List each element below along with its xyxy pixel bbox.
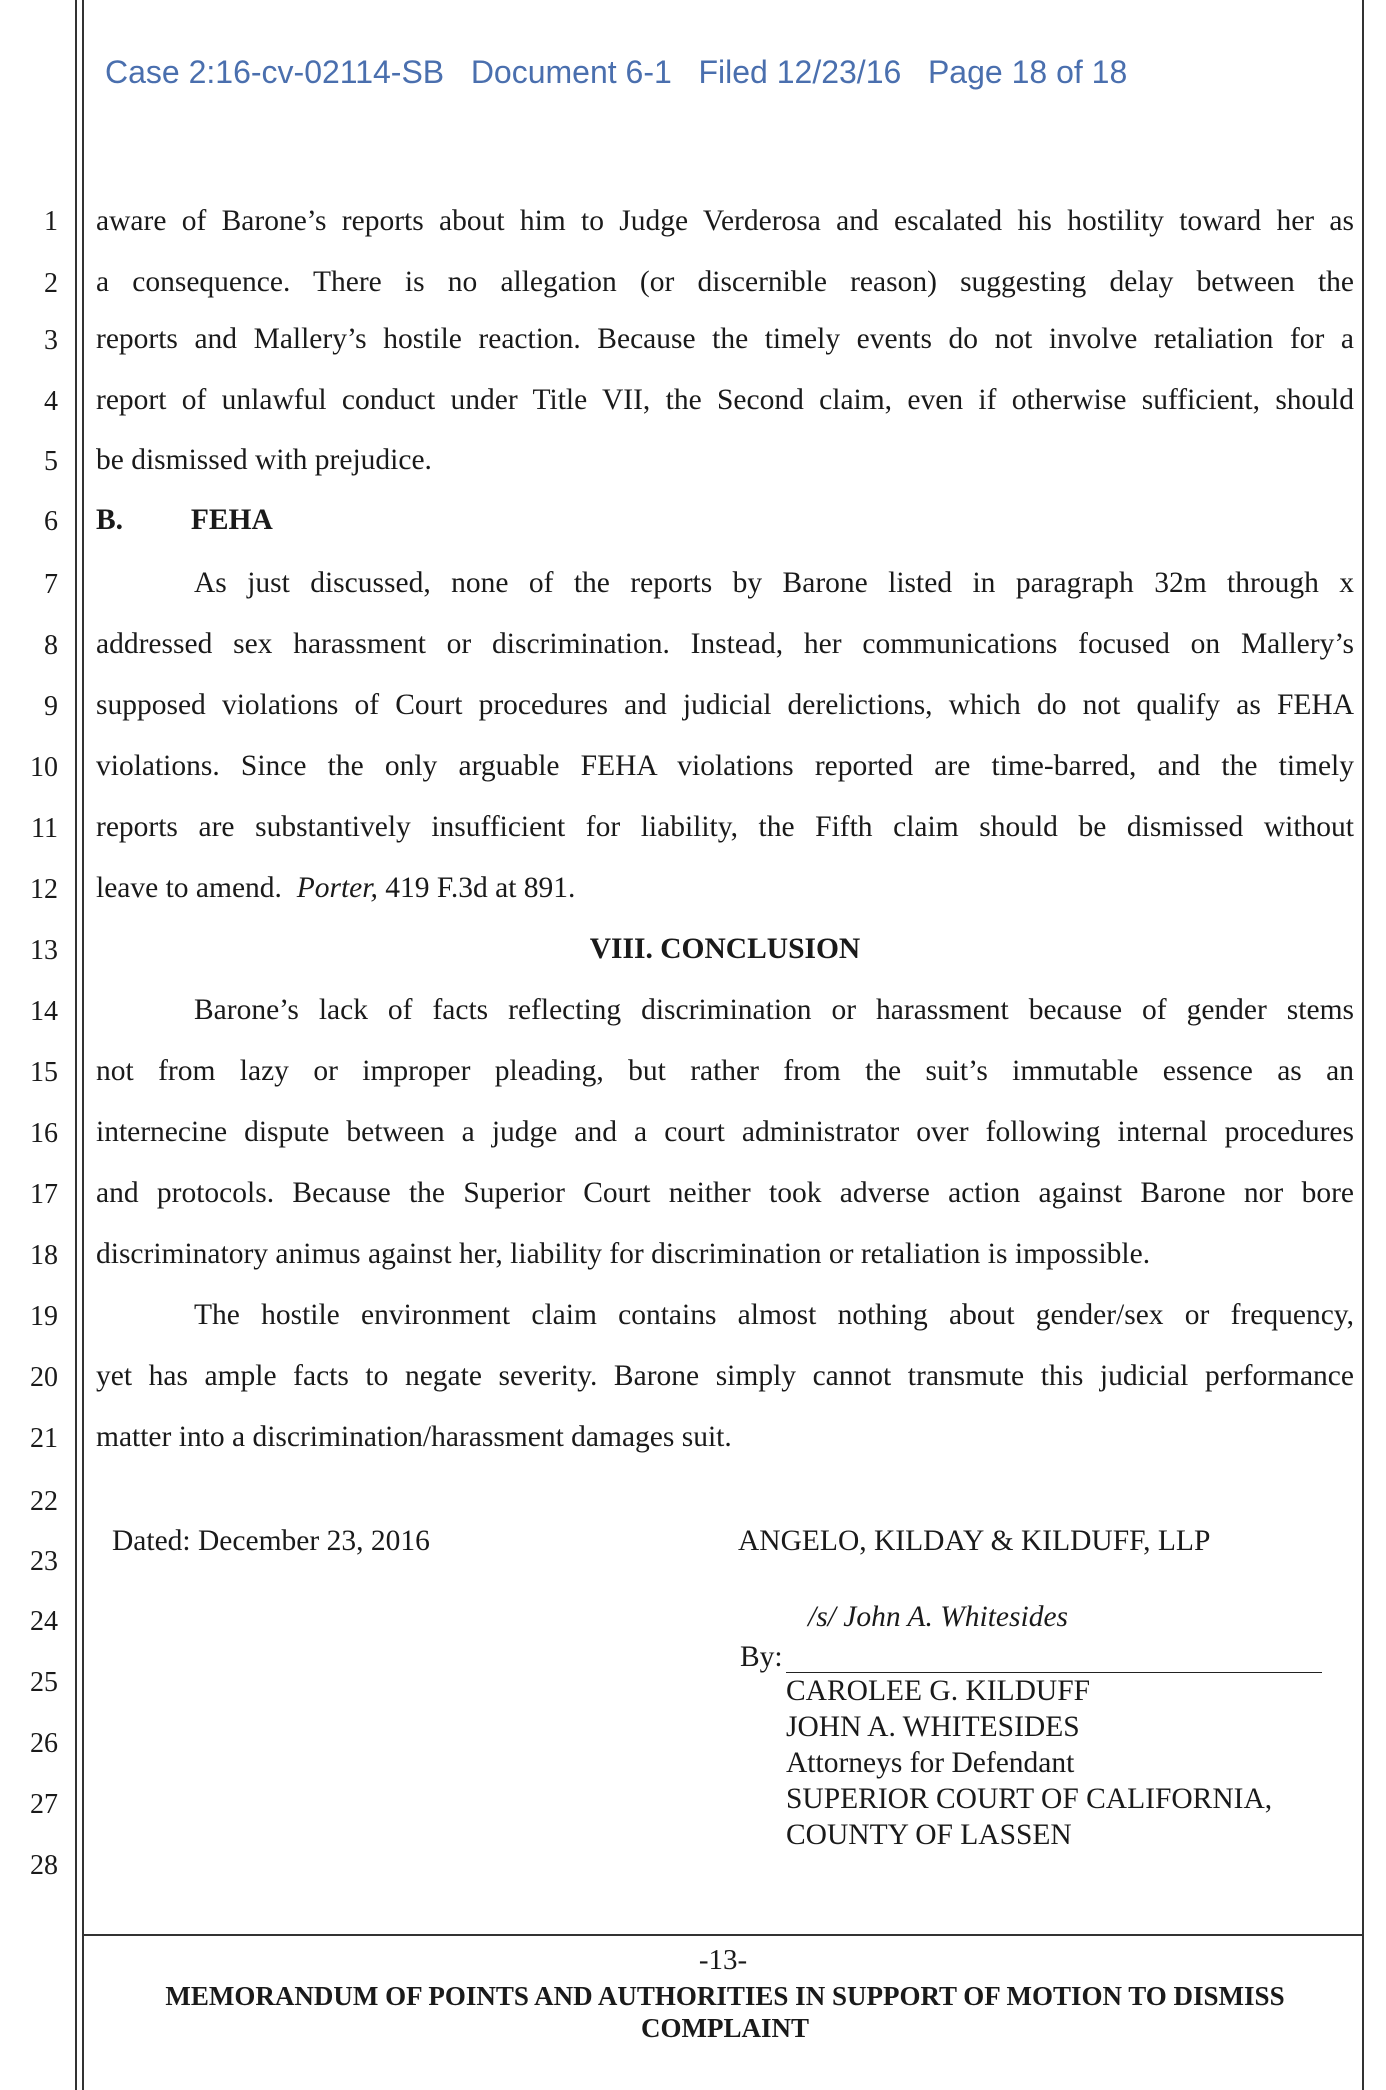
- electronic-signature: /s/ John A. Whitesides: [808, 1601, 1069, 1633]
- line-number: 15: [30, 1057, 58, 1088]
- line-number: 12: [30, 874, 58, 905]
- by-label: By:: [740, 1641, 783, 1673]
- line-number: 26: [30, 1728, 58, 1759]
- footer-document-title: [90, 1980, 1360, 2044]
- signatory-name: JOHN A. WHITESIDES: [786, 1711, 1080, 1743]
- client-name: SUPERIOR COURT OF CALIFORNIA,: [786, 1783, 1273, 1815]
- body-line: matter into a discrimination/harassment damages suit.: [96, 1421, 732, 1453]
- line-number: 3: [44, 325, 58, 356]
- section-letter: B.: [96, 504, 124, 536]
- line-number: 14: [30, 996, 58, 1027]
- line-number: 9: [44, 691, 58, 722]
- body-line: not from lazy or improper pleading, but rather from the suit’s immutable essence as an: [96, 1055, 1354, 1087]
- citation-prefix: leave to amend.: [96, 872, 297, 904]
- line-number: 18: [30, 1240, 58, 1271]
- body-line: discriminatory animus against her, liability for discrimination or retaliation is impossible.: [96, 1238, 1151, 1270]
- body-line: reports and Mallery’s hostile reaction. Because the timely events do not involve retaliation for a: [96, 323, 1354, 355]
- case-citation-italic: Porter,: [296, 872, 378, 904]
- citation-suffix: 419 F.3d at 891.: [377, 872, 576, 904]
- line-number: 17: [30, 1179, 58, 1210]
- line-number: 13: [30, 935, 58, 966]
- dated-line: Dated: December 23, 2016: [112, 1525, 430, 1557]
- signatory-role: Attorneys for Defendant: [786, 1747, 1075, 1779]
- body-line: internecine dispute between a judge and a court administrator over following internal procedures: [96, 1116, 1354, 1148]
- line-number: 21: [30, 1423, 58, 1454]
- line-number: 25: [30, 1667, 58, 1698]
- footer-rule: [84, 1934, 1362, 1936]
- body-line: reports are substantively insufficient for liability, the Fifth claim should be dismissed without: [96, 811, 1354, 843]
- footer-title-line: COMPLAINT: [641, 2013, 809, 2043]
- body-line: As just discussed, none of the reports by Barone listed in paragraph 32m through x: [194, 567, 1354, 599]
- body-line: The hostile environment claim contains almost nothing about gender/sex or frequency,: [194, 1299, 1354, 1331]
- line-number: 22: [30, 1486, 58, 1517]
- line-number: 8: [44, 630, 58, 661]
- line-number: 4: [44, 386, 58, 417]
- case-header: Case 2:16-cv-02114-SB Document 6-1 Filed 12/23/16 Page 18 of 18: [105, 54, 1128, 90]
- line-number: 11: [31, 813, 58, 844]
- body-line: supposed violations of Court procedures and judicial derelictions, which do not qualify as FEHA: [96, 689, 1354, 721]
- body-line: be dismissed with prejudice.: [96, 444, 432, 476]
- line-number: 10: [30, 752, 58, 783]
- left-margin-rule: [75, 0, 77, 2090]
- line-number: 20: [30, 1362, 58, 1393]
- body-line: violations. Since the only arguable FEHA violations reported are time-barred, and the timely: [96, 750, 1354, 782]
- body-line: a consequence. There is no allegation (or discernible reason) suggesting delay between the: [96, 266, 1354, 298]
- right-margin-rule: [1362, 0, 1364, 2090]
- line-number: 5: [44, 446, 58, 477]
- line-number: 2: [44, 268, 58, 299]
- line-number: 23: [30, 1546, 58, 1577]
- signature-line: [786, 1672, 1322, 1673]
- line-number: 7: [44, 569, 58, 600]
- body-line: Barone’s lack of facts reflecting discrimination or harassment because of gender stems: [194, 994, 1354, 1026]
- line-number: 16: [30, 1118, 58, 1149]
- section-heading-b: [96, 503, 1354, 537]
- section-title: FEHA: [190, 504, 273, 536]
- section-heading-conclusion: VIII. CONCLUSION: [589, 933, 861, 965]
- client-name: COUNTY OF LASSEN: [786, 1819, 1072, 1851]
- line-number: 6: [44, 506, 58, 537]
- body-line-citation: [96, 871, 1354, 905]
- body-line: yet has ample facts to negate severity. Barone simply cannot transmute this judicial performance: [96, 1360, 1354, 1392]
- line-number: 27: [30, 1789, 58, 1820]
- left-margin-rule-inner: [82, 0, 84, 2090]
- line-number: 1: [44, 206, 58, 237]
- line-number: 24: [30, 1606, 58, 1637]
- body-line: and protocols. Because the Superior Court neither took adverse action against Barone nor bore: [96, 1177, 1354, 1209]
- law-firm-name: ANGELO, KILDAY & KILDUFF, LLP: [738, 1525, 1211, 1557]
- line-number: 28: [30, 1850, 58, 1881]
- signatory-name: CAROLEE G. KILDUFF: [786, 1675, 1091, 1707]
- body-line: report of unlawful conduct under Title VII, the Second claim, even if otherwise sufficient, should: [96, 384, 1354, 416]
- footer-title-line: MEMORANDUM OF POINTS AND AUTHORITIES IN SUPPORT OF MOTION TO DISMISS: [165, 1981, 1285, 2011]
- footer-page-number: -13-: [698, 1944, 748, 1976]
- line-number: 19: [30, 1301, 58, 1332]
- body-line: addressed sex harassment or discrimination. Instead, her communications focused on Mallery’s: [96, 628, 1354, 660]
- body-line: aware of Barone’s reports about him to Judge Verderosa and escalated his hostility toward her as: [96, 205, 1354, 237]
